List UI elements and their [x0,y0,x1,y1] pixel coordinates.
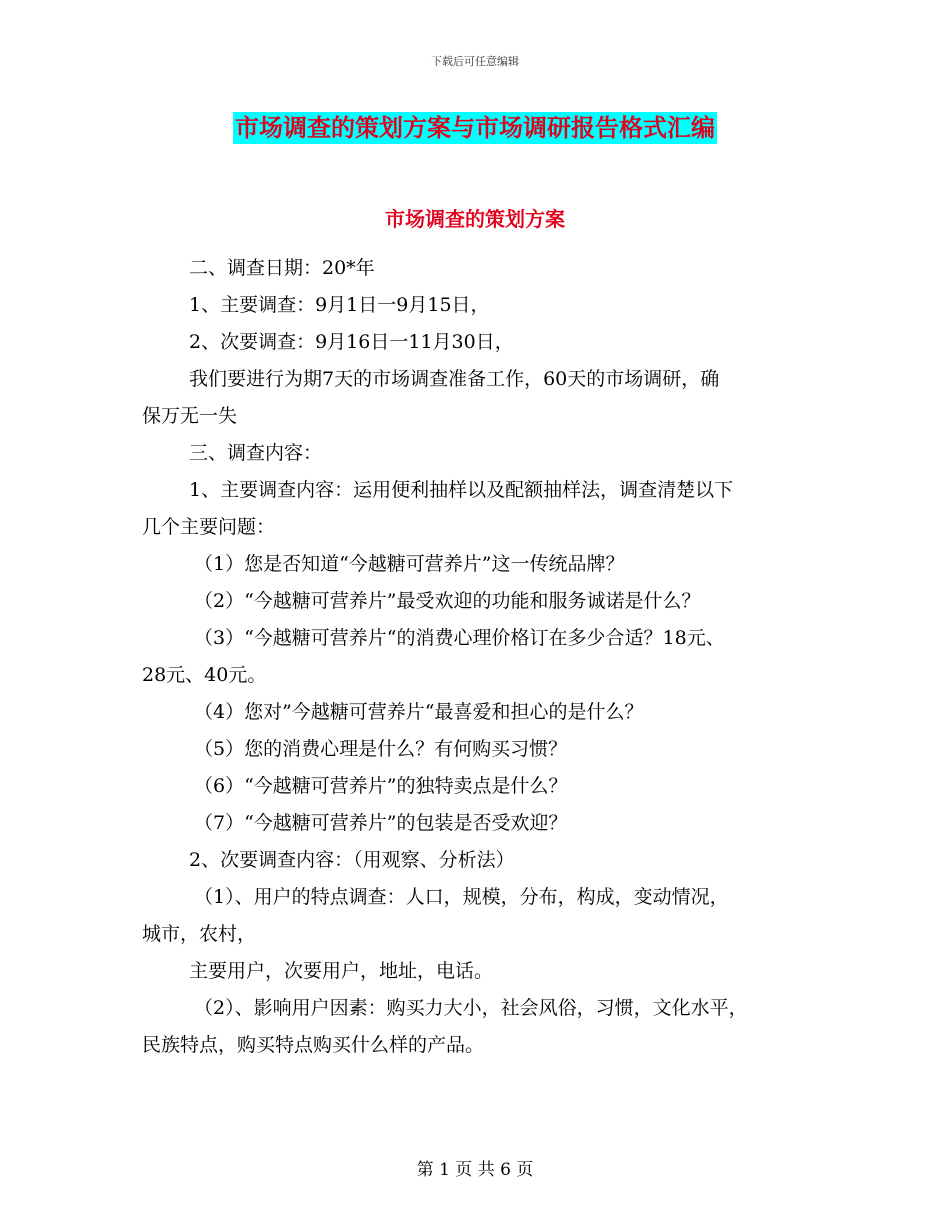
paragraph-line: 2、次要调查内容：（用观察、分析法） [189,849,515,871]
paragraph-line: 1、主要调查内容：运用便利抽样以及配额抽样法，调查清楚以下 [189,479,734,501]
list-item: （4）您对”今越糖可营养片“最喜爱和担心的是什么？ [194,701,644,723]
list-item: （5）您的消费心理是什么？有何购买习惯？ [194,738,568,760]
paragraph-line: 二、调查日期：20*年 [189,257,375,279]
header-note: 下载后可任意编辑 [431,55,519,68]
paragraph-line: 城市，农村， [142,923,257,945]
page-number: 第 1 页 共 6 页 [416,1160,534,1180]
list-item: （2）、影响用户因素：购买力大小，社会风俗，习惯，文化水平， [194,997,748,1019]
section-title: 市场调查的策划方案 [385,207,565,231]
paragraph-line: 保万无一失 [142,405,238,427]
list-item: （3）“今越糖可营养片“的消费心理价格订在多少合适？18元、 [194,627,725,649]
paragraph-line: 1、主要调查：9月1日一9月15日， [189,294,490,316]
list-item: （1）您是否知道“今越糖可营养片”这一传统品牌？ [194,553,625,575]
paragraph-line: 2、次要调查：9月16日一11月30日， [189,331,514,353]
paragraph-line: 28元、40元。 [142,664,267,686]
list-item: （7）“今越糖可营养片”的包装是否受欢迎？ [194,812,568,834]
paragraph-line: 我们要进行为期7天的市场调查准备工作，60天的市场调研，确 [189,368,720,390]
list-item: （2）“今越糖可营养片”最受欢迎的功能和服务诚诺是什么？ [194,590,701,612]
list-item: （1）、用户的特点调查：人口，规模，分布，构成，变动情况， [194,886,729,908]
document-title: 市场调查的策划方案与市场调研报告格式汇编 [235,113,715,142]
document-body [142,250,814,1064]
list-item: （6）“今越糖可营养片”的独特卖点是什么？ [194,775,568,797]
paragraph-line: 几个主要问题： [142,516,276,538]
paragraph-line: 民族特点，购买特点购买什么样的产品。 [142,1034,485,1056]
paragraph-line: 主要用户，次要用户，地址，电话。 [189,960,494,982]
paragraph-line: 三、调查内容： [189,442,323,464]
